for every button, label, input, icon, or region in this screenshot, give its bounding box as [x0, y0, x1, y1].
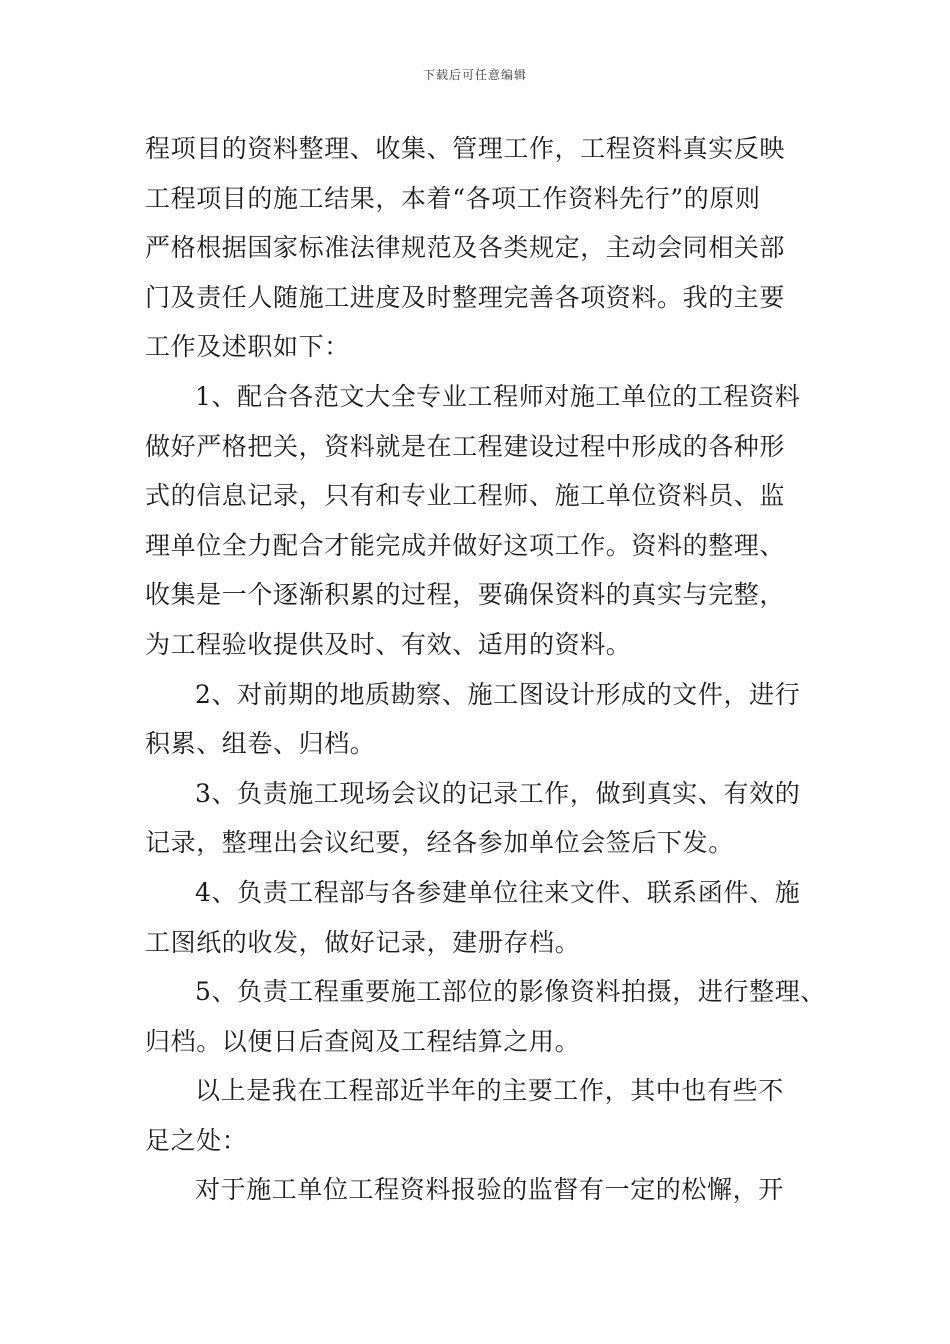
text-line: 收集是一个逐渐积累的过程，要确保资料的真实与完整， — [145, 580, 786, 610]
text-line: 工作及述职如下： — [145, 332, 350, 362]
text-line: 以上是我在工程部近半年的主要工作，其中也有些不 — [195, 1076, 784, 1106]
text-line: 2、对前期的地质勘察、施工图设计形成的文件，进行 — [195, 679, 801, 709]
text-line: 归档。以便日后查阅及工程结算之用。 — [145, 1026, 581, 1056]
text-line: 严格根据国家标准法律规范及各类规定，主动会同相关部 — [145, 233, 786, 263]
text-line: 记录，整理出会议纪要，经各参加单位会签后下发。 — [145, 828, 734, 858]
text-line: 门及责任人随施工进度及时整理完善各项资料。我的主要 — [145, 282, 786, 312]
text-line: 式的信息记录，只有和专业工程师、施工单位资料员、监 — [145, 481, 786, 511]
text-line: 程项目的资料整理、收集、管理工作，工程资料真实反映 — [145, 134, 786, 163]
text-line: 工图纸的收发，做好记录，建册存档。 — [145, 927, 581, 957]
text-line: 足之处： — [145, 1125, 248, 1155]
text-line: 做好严格把关，资料就是在工程建设过程中形成的各种形 — [145, 431, 786, 461]
header-note: 下载后可任意编辑 — [422, 68, 527, 82]
text-line: 3、负责施工现场会议的记录工作，做到真实、有效的 — [195, 778, 801, 808]
body-text — [145, 124, 826, 1215]
text-line: 对于施工单位工程资料报验的监督有一定的松懈，开 — [195, 1175, 784, 1205]
text-line: 工程项目的施工结果，本着“各项工作资料先行”的原则 — [145, 183, 761, 213]
text-line: 积累、组卷、归档。 — [145, 729, 376, 759]
text-line: 理单位全力配合才能完成并做好这项工作。资料的整理、 — [145, 530, 786, 560]
text-line: 1、配合各范文大全专业工程师对施工单位的工程资料 — [195, 381, 801, 411]
text-line: 4、负责工程部与各参建单位往来文件、联系函件、施 — [195, 877, 801, 907]
text-line: 为工程验收提供及时、有效、适用的资料。 — [145, 629, 632, 659]
text-line: 5、负责工程重要施工部位的影像资料拍摄，进行整理、 — [195, 977, 826, 1007]
